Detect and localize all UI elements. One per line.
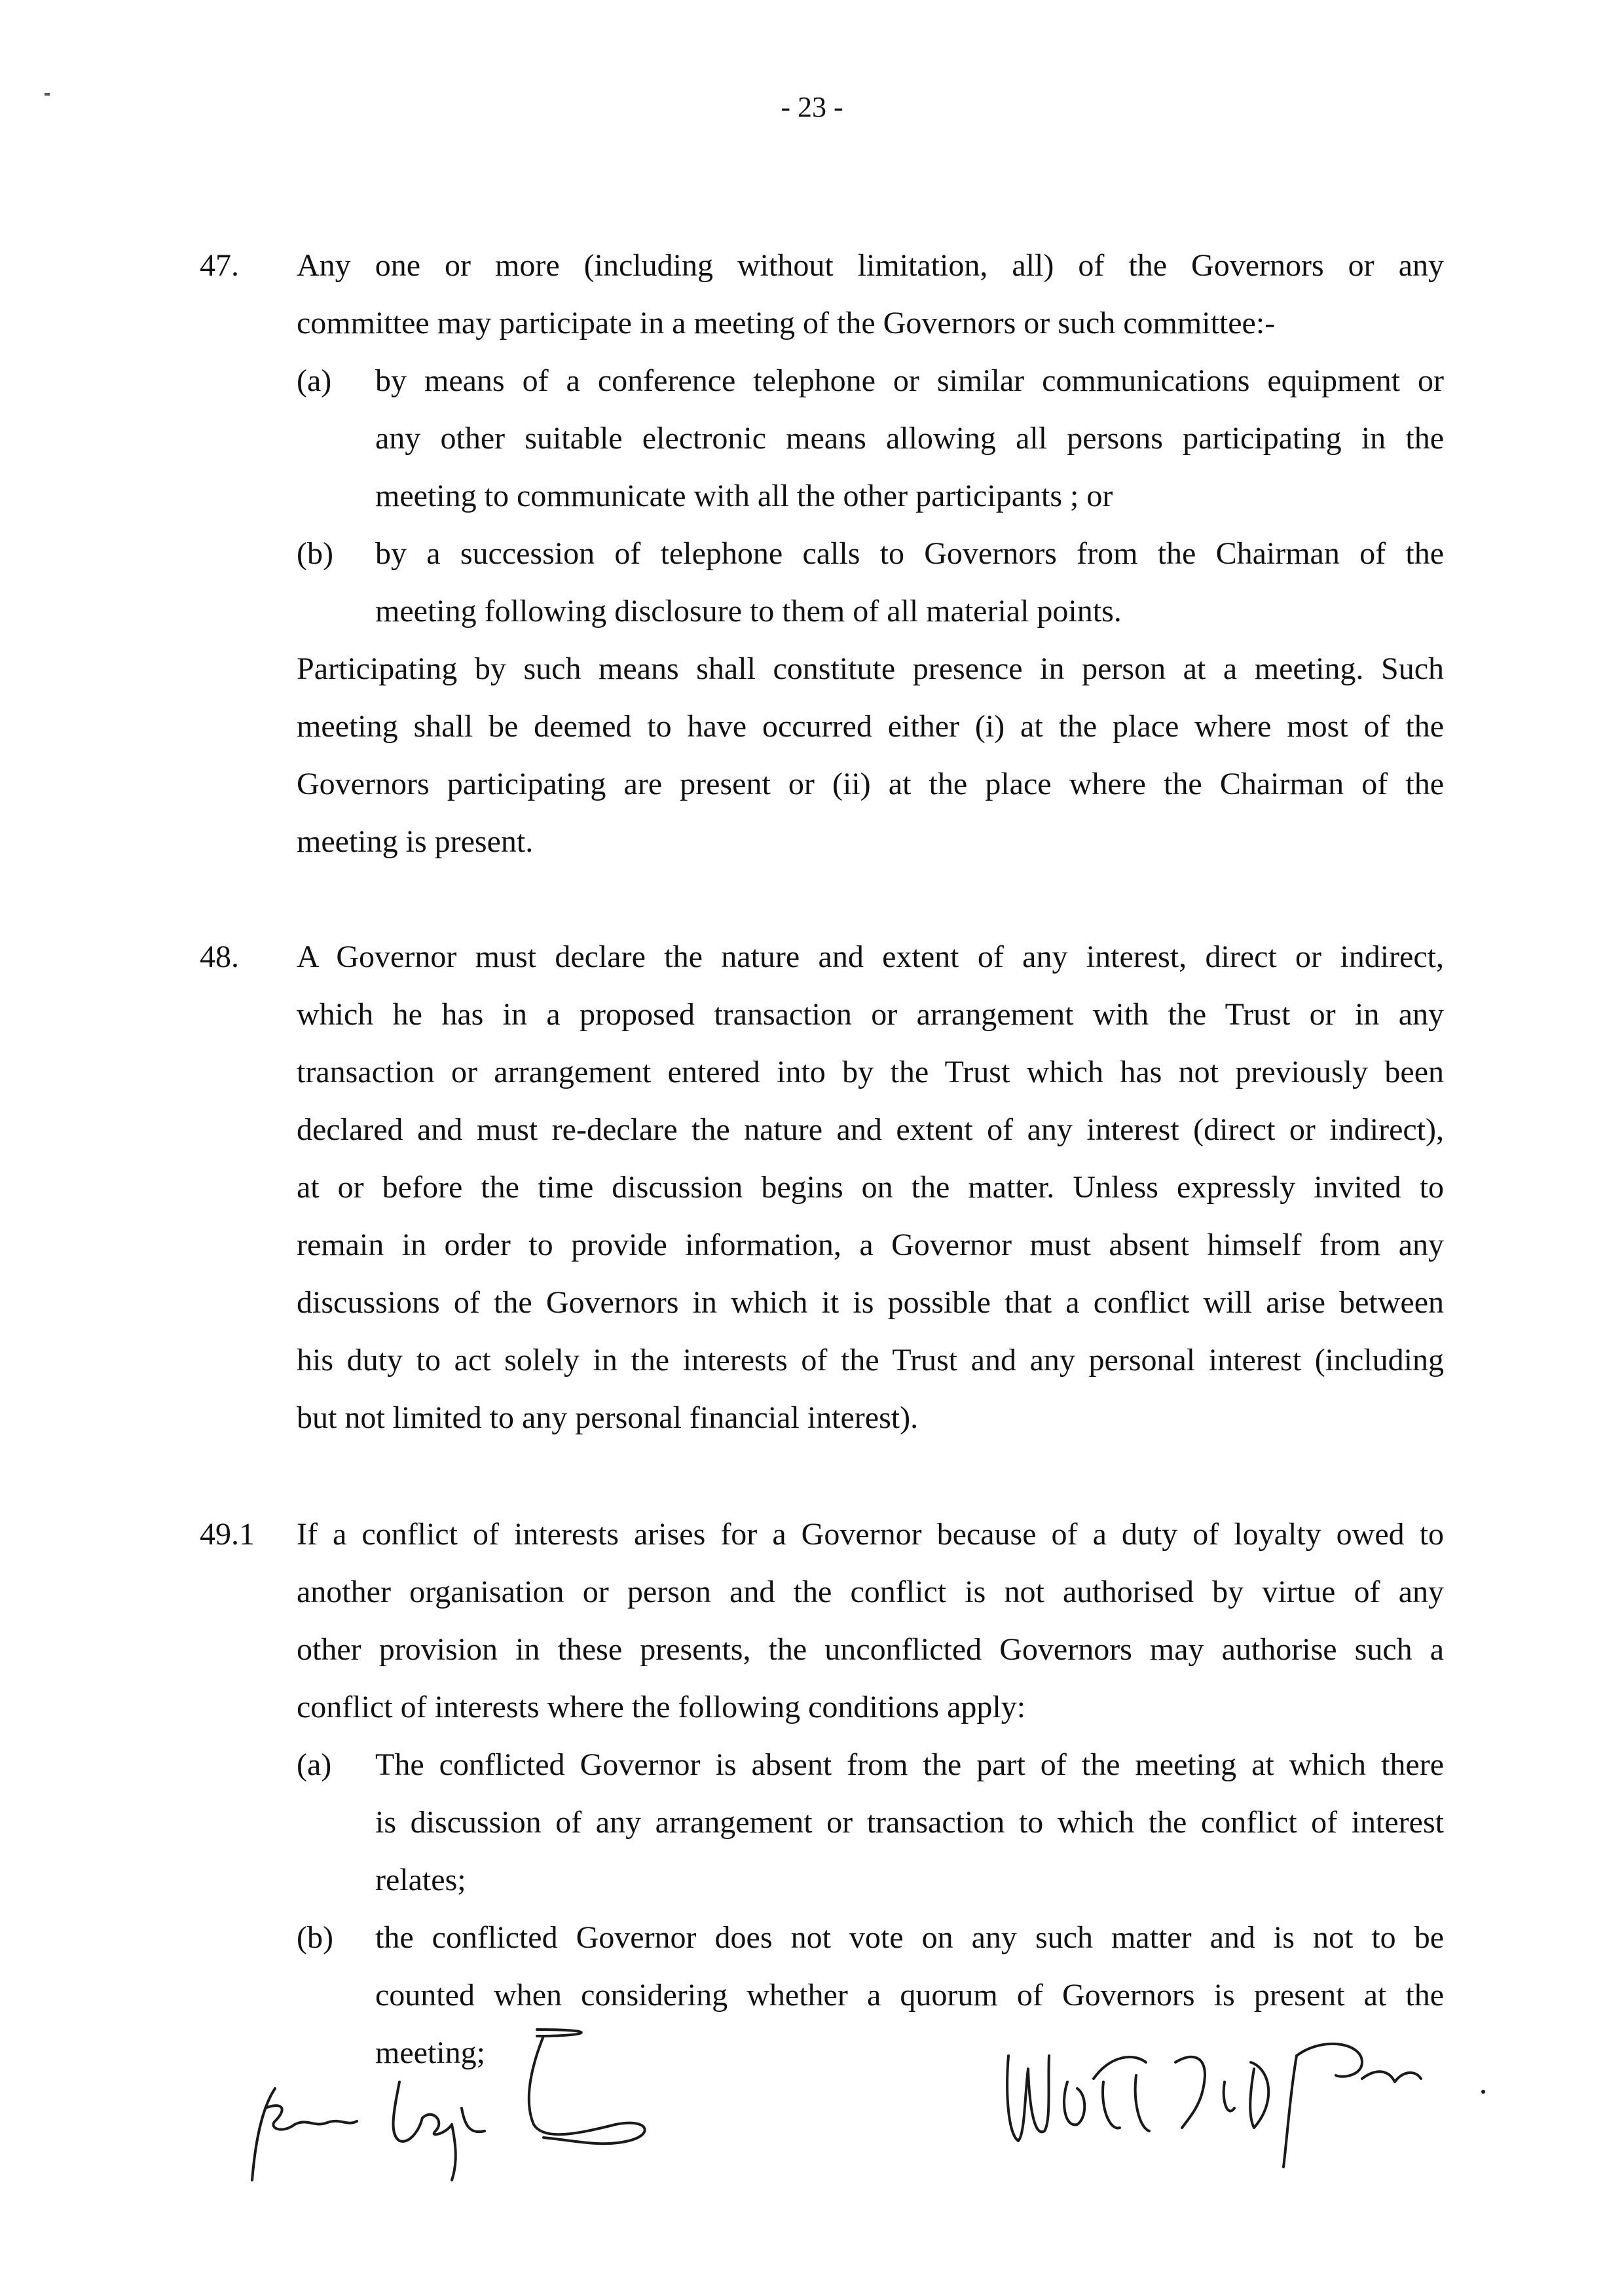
clause-body: [297, 928, 1444, 1447]
text-line: committee may participate in a meeting of the Governors or such committee:-: [297, 306, 1276, 340]
text-line: The conflicted Governor is absent from the part of the meeting at which there: [375, 1747, 1444, 1782]
subclause-a: [297, 352, 1444, 525]
text-line: another organisation or person and the conflict is not authorised by virtue of any: [297, 1575, 1444, 1609]
clause-body: [297, 1506, 1444, 2082]
text-line: meeting to communicate with all the other participants ; or: [375, 479, 1113, 513]
text-line: transaction or arrangement entered into by the Trust which has not previously been: [297, 1055, 1444, 1089]
text-line: If a conflict of interests arises for a Governor because of a duty of loyalty owed to: [297, 1517, 1444, 1552]
subclause-letter: (b): [297, 1920, 333, 1955]
signature-right: [995, 2016, 1519, 2187]
text-line: any other suitable electronic means allowing all persons participating in the: [375, 421, 1444, 456]
clause-48: [200, 928, 1444, 1447]
subclause-a: [297, 1736, 1444, 1909]
subclause-letter: (a): [297, 363, 332, 398]
subclause-letter: (a): [297, 1747, 332, 1782]
text-line: meeting is present.: [297, 824, 534, 859]
text-line: is discussion of any arrangement or transaction to which the conflict of interest: [375, 1805, 1444, 1840]
text-line: Governors participating are present or (ii) at the place where the Chairman of the: [297, 767, 1444, 801]
text-line: meeting;: [375, 2035, 485, 2070]
clause-number: 47.: [200, 248, 239, 283]
text-line: at or before the time discussion begins on the matter. Unless expressly invited to: [297, 1170, 1444, 1205]
text-line: by means of a conference telephone or similar communications equipment or: [375, 363, 1444, 398]
text-line: meeting following disclosure to them of all material points.: [375, 594, 1122, 629]
clause-body: [297, 237, 1444, 871]
text-line: meeting shall be deemed to have occurred either (i) at the place where most of the: [297, 709, 1444, 744]
clause-49-1: [200, 1506, 1444, 2082]
signature-left: [236, 2010, 668, 2206]
text-line: but not limited to any personal financial interest).: [297, 1400, 919, 1435]
clause-number: 48.: [200, 939, 239, 974]
text-line: Participating by such means shall constitute presence in person at a meeting. Such: [297, 651, 1444, 686]
subclause-b: [297, 525, 1444, 640]
clause-number: 49.1: [200, 1517, 255, 1552]
text-line: conflict of interests where the following conditions apply:: [297, 1690, 1026, 1724]
text-line: declared and must re-declare the nature and extent of any interest (direct or indirect),: [297, 1112, 1444, 1147]
text-line: which he has in a proposed transaction or arrangement with the Trust or in any: [297, 997, 1444, 1032]
signature-dot: [1481, 2090, 1485, 2094]
text-line: relates;: [375, 1863, 466, 1897]
text-line: remain in order to provide information, a Governor must absent himself from any: [297, 1228, 1444, 1262]
text-line: the conflicted Governor does not vote on any such matter and is not to be: [375, 1920, 1444, 1955]
text-line: his duty to act solely in the interests of the Trust and any personal interest (including: [297, 1343, 1444, 1377]
text-line: Any one or more (including without limitation, all) of the Governors or any: [297, 248, 1444, 283]
clause-47: [200, 237, 1444, 871]
text-line: discussions of the Governors in which it is possible that a conflict will arise between: [297, 1285, 1444, 1320]
page-number: - 23 -: [781, 91, 843, 123]
text-line: other provision in these presents, the unconflicted Governors may authorise such a: [297, 1632, 1444, 1667]
text-line: by a succession of telephone calls to Governors from the Chairman of the: [375, 536, 1444, 571]
subclause-letter: (b): [297, 536, 333, 571]
text-line: counted when considering whether a quorum of Governors is present at the: [375, 1978, 1444, 2013]
text-line: A Governor must declare the nature and extent of any interest, direct or indirect,: [297, 939, 1444, 974]
